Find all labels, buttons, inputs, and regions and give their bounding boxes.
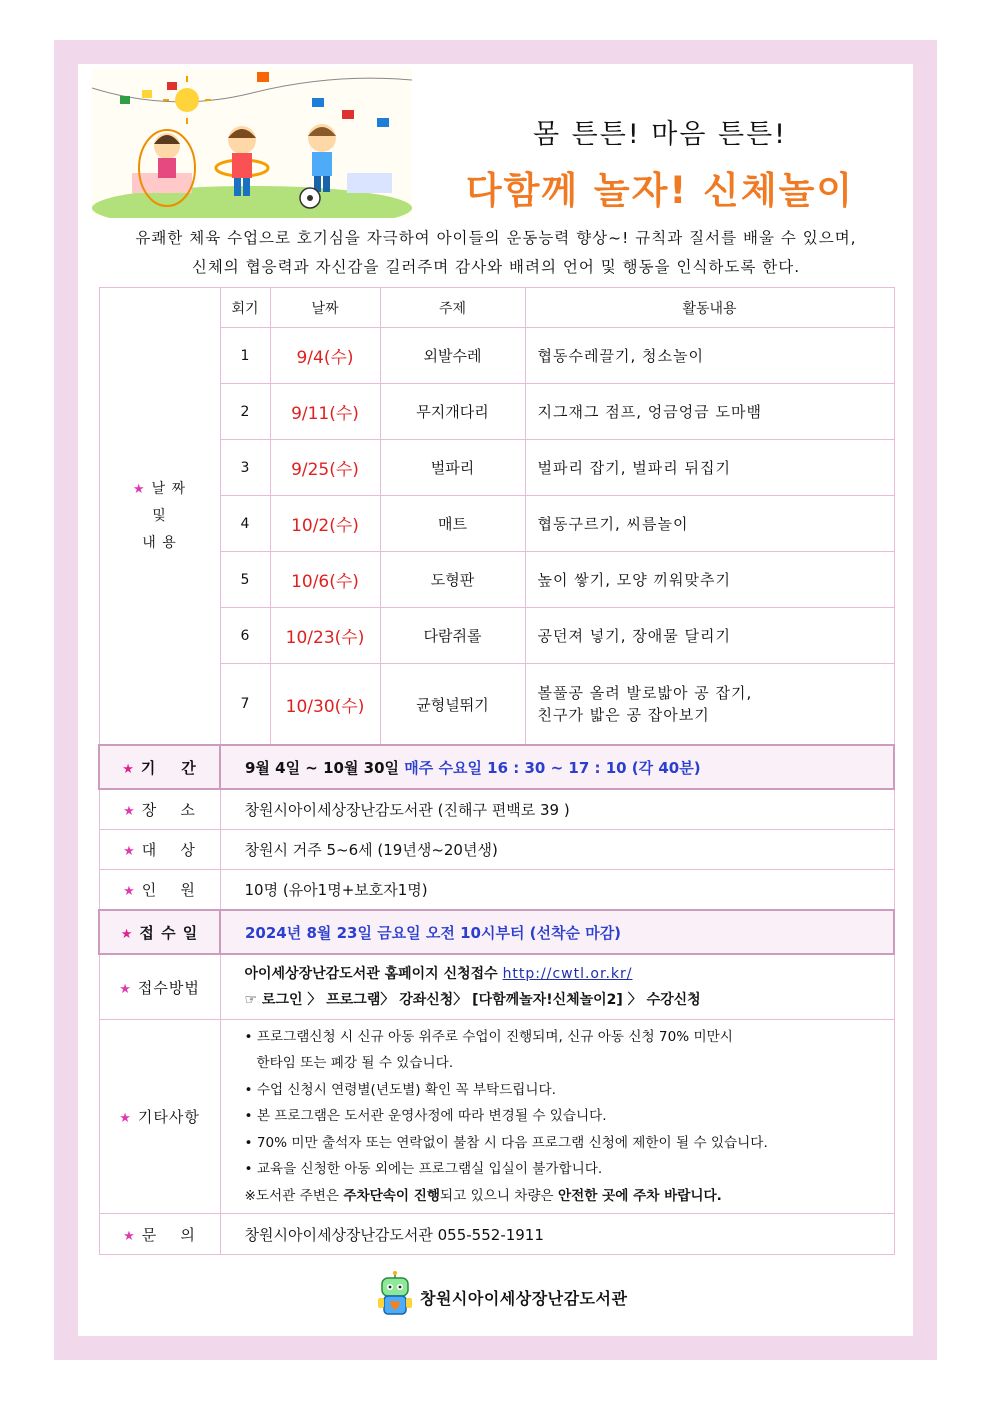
- star-icon: ★: [119, 981, 132, 997]
- children-playing-illustration: [92, 68, 412, 218]
- session-topic: 다람쥐롤: [380, 608, 525, 664]
- note-item: • 본 프로그램은 도서관 운영사정에 따라 변경될 수 있습니다.: [244, 1108, 607, 1125]
- session-date: 10/30(수): [270, 664, 380, 746]
- star-icon: ★: [132, 481, 146, 497]
- target-value: 창원시 거주 5~6세 (19년생~20년생): [220, 830, 894, 870]
- session-activity: 높이 쌓기, 모양 끼워맞추기: [525, 552, 894, 608]
- place-row: [99, 789, 894, 830]
- other-label: ★ 기타사항: [99, 1020, 220, 1214]
- contact-row: [99, 1214, 894, 1255]
- session-activity: 지그재그 점프, 엉금엉금 도마뱀: [525, 384, 894, 440]
- star-icon: ★: [123, 884, 136, 899]
- session-topic: 무지개다리: [380, 384, 525, 440]
- session-topic: 균형널뛰기: [380, 664, 525, 746]
- session-number: 7: [220, 664, 270, 746]
- note-item: • 수업 신청시 연령별(년도별) 확인 꼭 부탁드립니다.: [244, 1081, 557, 1098]
- target-label: ★ 대 상: [99, 830, 220, 870]
- star-icon: ★: [122, 761, 135, 777]
- period-value: [220, 745, 894, 789]
- place-value: 창원시아이세상장난감도서관 (진해구 편백로 39 ): [220, 789, 894, 830]
- intro-line-1: 유쾌한 체육 수업으로 호기심을 자극하여 아이들의 운동능력 향상~! 규칙과 질서를 배울 수 있으며,: [135, 229, 857, 247]
- schedule-label-line-2: 및: [152, 507, 167, 524]
- session-activity: 협동구르기, 씨름놀이: [525, 496, 894, 552]
- session-number: 1: [220, 328, 270, 384]
- schedule-label-line-3: 내 용: [142, 534, 177, 551]
- session-date: 10/23(수): [270, 608, 380, 664]
- parking-note: ※도서관 주변은 주차단속이 진행되고 있으니 차량은 안전한 곳에 주차 바랍니다.: [244, 1187, 722, 1204]
- session-date: 9/11(수): [270, 384, 380, 440]
- contact-label: ★ 문 의: [99, 1214, 220, 1255]
- session-topic: 매트: [380, 496, 525, 552]
- target-row: [99, 830, 894, 870]
- period-label: ★ 기 간: [99, 745, 220, 789]
- capacity-value: 10명 (유아1명+보호자1명): [220, 870, 894, 911]
- header-topic: 주제: [380, 288, 525, 328]
- place-label: ★ 장 소: [99, 789, 220, 830]
- session-activity: 협동수레끌기, 청소놀이: [525, 328, 894, 384]
- session-date: 10/6(수): [270, 552, 380, 608]
- header-date: 날짜: [270, 288, 380, 328]
- homepage-link[interactable]: http://cwtl.or.kr/: [502, 966, 633, 982]
- period-row: [99, 745, 894, 789]
- session-topic: 도형판: [380, 552, 525, 608]
- schedule-header-row: [99, 288, 894, 328]
- activity-line-1: 볼풀공 올려 발로밟아 공 잡기,: [537, 684, 753, 702]
- session-date: 10/2(수): [270, 496, 380, 552]
- method-value: [220, 954, 894, 1020]
- session-number: 4: [220, 496, 270, 552]
- contact-value: 창원시아이세상장난감도서관 055-552-1911: [220, 1214, 894, 1255]
- activity-line-2: 친구가 밟은 공 잡아보기: [537, 706, 710, 724]
- header-session: 회기: [220, 288, 270, 328]
- star-icon: ★: [120, 926, 134, 942]
- robot-mascot-icon: [370, 1270, 420, 1320]
- intro-text: [92, 224, 900, 282]
- star-icon: ★: [123, 844, 136, 859]
- program-info-table: [98, 287, 895, 1255]
- note-item-continued: 한타임 또는 폐강 될 수 있습니다.: [256, 1055, 454, 1072]
- reception-label: ★ 접 수 일: [99, 910, 220, 954]
- capacity-label: ★ 인 원: [99, 870, 220, 911]
- method-line-2: ☞ 로그인 〉 프로그램〉 강좌신청〉 [다함께놀자!신체놀이2] 〉 수강신청: [244, 992, 701, 1008]
- star-icon: ★: [119, 1111, 132, 1126]
- session-number: 5: [220, 552, 270, 608]
- header-activity: 활동내용: [525, 288, 894, 328]
- method-row: [99, 954, 894, 1020]
- star-icon: ★: [123, 1228, 136, 1244]
- session-activity: 벌파리 잡기, 벌파리 뒤집기: [525, 440, 894, 496]
- period-dates: 9월 4일 ~ 10월 30일: [245, 758, 400, 777]
- other-row: [99, 1020, 894, 1214]
- session-topic: 외발수레: [380, 328, 525, 384]
- period-time: 매주 수요일 16 : 30 ~ 17 : 10 (각 40분): [404, 758, 701, 777]
- session-number: 2: [220, 384, 270, 440]
- schedule-label-cell: [99, 288, 220, 746]
- intro-line-2: 신체의 협응력과 자신감을 길러주며 감사와 배려의 언어 및 행동을 인식하도록 한다.: [191, 258, 801, 276]
- page-title: 다함께 놀자! 신체놀이: [465, 169, 855, 212]
- session-date: 9/4(수): [270, 328, 380, 384]
- method-label: ★ 접수방법: [99, 954, 220, 1020]
- reception-row: [99, 910, 894, 954]
- other-value: [220, 1020, 894, 1214]
- method-line-1: 아이세상장난감도서관 홈페이지 신청접수: [244, 966, 498, 982]
- star-icon: ★: [123, 804, 136, 819]
- reception-value: 2024년 8월 23일 금요일 오전 10시부터 (선착순 마감): [220, 910, 894, 954]
- subtitle: 몸 튼튼! 마음 튼튼!: [533, 119, 787, 150]
- schedule-label-line-1: 날 짜: [151, 480, 187, 497]
- session-topic: 벌파리: [380, 440, 525, 496]
- note-item: • 교육을 신청한 아동 외에는 프로그램실 입실이 불가합니다.: [244, 1161, 603, 1178]
- session-activity: [525, 664, 894, 746]
- session-activity: 공던져 넣기, 장애물 달리기: [525, 608, 894, 664]
- capacity-row: [99, 870, 894, 911]
- session-date: 9/25(수): [270, 440, 380, 496]
- footer-library-name: 창원시아이세상장난감도서관: [420, 1289, 628, 1308]
- session-number: 6: [220, 608, 270, 664]
- note-item: • 70% 미만 출석자 또는 연락없이 불참 시 다음 프로그램 신청에 제한이 될 수 있습니다.: [244, 1134, 768, 1151]
- note-item: • 프로그램신청 시 신규 아동 위주로 수업이 진행되며, 신규 아동 신청 70% 미만시: [244, 1028, 733, 1045]
- session-number: 3: [220, 440, 270, 496]
